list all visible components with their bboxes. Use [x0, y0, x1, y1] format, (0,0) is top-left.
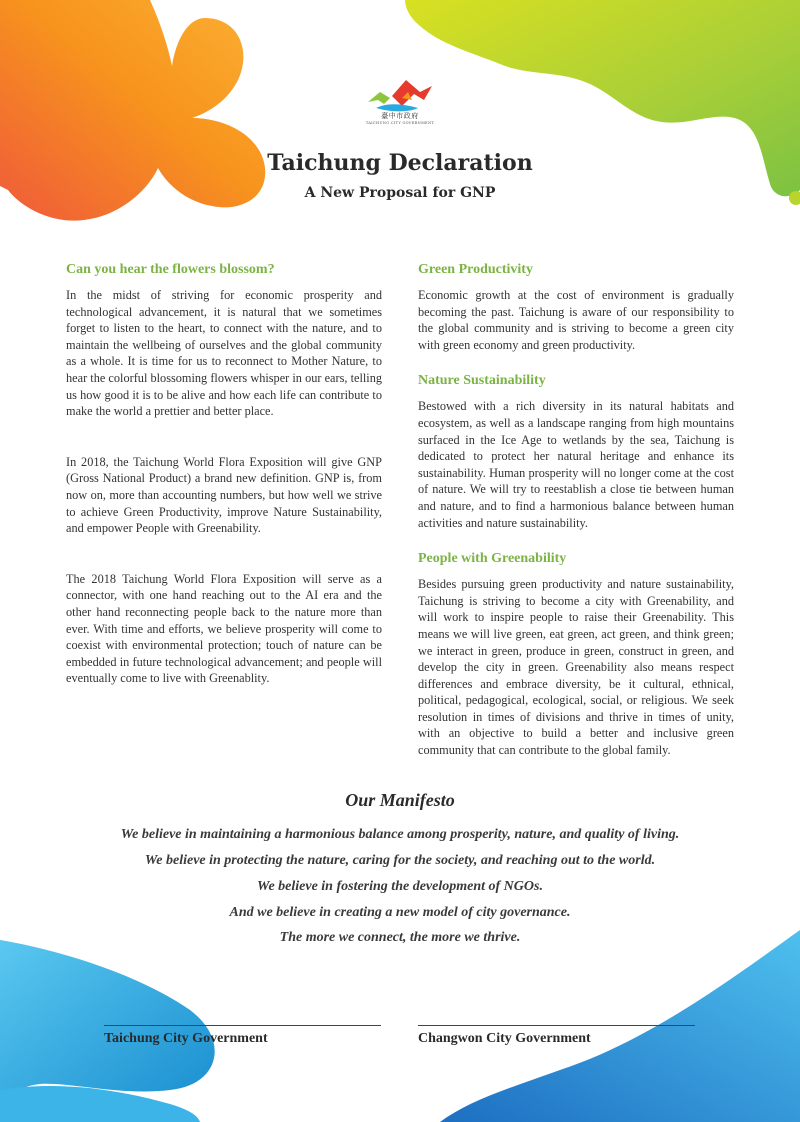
paragraph-connector: The 2018 Taichung World Flora Exposition will serve as a connector, with one hand reaching out to the AI era and the other hand reconnecting people back to the nature more than ever. With time and efforts, we believe prosperity will come to coexist with environmental protection; touch of nature can be embedded in future technological advancement; and people will eventually come to live with Greenablity. — [66, 571, 382, 686]
paragraph-people-greenability: Besides pursuing green productivity and nature sustainability, Taichung is striving to become a city with Greenability, and will work to inspire people to raise their Greenability. This means we will live green, eat green, act green, and think green; we interact in green, produce in green, construct in green, and develop the city in green. Greenability also means respect differences and embrace diversity, be it cultural, ethnical, political, pedagogical, ecological, social, or religious. We seek resolution in times of divisions and thrive in times of unity, with an objective to build a better and inclusive green community that can contribute to the global family. — [418, 577, 734, 758]
blue-wave-right — [440, 930, 800, 1122]
section-heading-green-productivity: Green Productivity — [418, 262, 533, 277]
section-heading-nature-sustainability: Nature Sustainability — [418, 373, 546, 389]
paragraph-nature-sustainability: Bestowed with a rich diversity in its natural habitats and ecosystem, as well as a landscape ranging from high mountains surfaced in the Ice Age to wetlands by the sea, Taichung is dedicated to protect her natural heritage and enhance its sustainability. Human prosperity will no longer come at the cost of nature. We will try to reestablish a close tie between human and nature, and to find a harmonious balance between human activities and nature sustainability. — [418, 399, 734, 530]
taichung-logo — [362, 74, 438, 132]
section-heading-people-greenability: People with Greenability — [418, 551, 567, 567]
document-subtitle: A New Proposal for GNP — [304, 185, 496, 201]
signature-line-changwon — [418, 1025, 695, 1026]
document-title: Taichung Declaration — [267, 150, 533, 176]
paragraph-gnp-definition: In 2018, the Taichung World Flora Exposition will give GNP (Gross National Product) a brand new definition. GNP is, from now on, more than accounting numbers, but how well we strive to achieve Green Productivity, improve Nature Sustainability, and empower People with Greenability. — [66, 454, 382, 536]
logo-blue-wave — [376, 104, 418, 111]
manifesto-line: The more we connect, the more we thrive. — [279, 930, 521, 945]
right-column — [418, 262, 734, 759]
manifesto-line: We believe in protecting the nature, caring for the society, and reaching out to the world. — [144, 853, 656, 868]
signature-taichung: Taichung City Government — [104, 1031, 268, 1046]
paragraph-green-productivity: Economic growth at the cost of environment is gradually becoming the past. Taichung is aware of our responsibility to the global community and is striving to become a green city with green economy and green productivity. — [418, 288, 734, 352]
logo-subtitle: TAICHUNG CITY GOVERNMENT — [365, 121, 435, 125]
manifesto-line: We believe in fostering the development of NGOs. — [257, 879, 543, 894]
section-heading-flowers: Can you hear the flowers blossom? — [66, 262, 275, 277]
paragraph-flowers: In the midst of striving for economic prosperity and technological advancement, it is natural that we sometimes forget to listen to the heart, to connect with the nature, and to maintain the wellbeing of ourselves and the global community as a whole. It is time for us to reconnect to Mother Nature, to hear the colorful blossoming flowers whisper in our ears, telling us how good it is to be alive and how each life can contribute to make the world a prettier and better place. — [66, 288, 382, 419]
manifesto-line: And we believe in creating a new model of city governance. — [229, 905, 571, 920]
manifesto-line: We believe in maintaining a harmonious balance among prosperity, nature, and quality of living. — [120, 827, 680, 842]
signature-changwon: Changwon City Government — [418, 1031, 591, 1046]
blue-wave-left — [0, 940, 215, 1102]
left-column — [66, 262, 382, 687]
logo-name: 臺中市政府 — [381, 112, 419, 120]
blue-wave-left-lower — [0, 1086, 200, 1122]
logo-red-roof — [392, 80, 432, 106]
signature-line-taichung — [104, 1025, 381, 1026]
manifesto-title: Our Manifesto — [345, 790, 455, 810]
logo-green-roof — [368, 92, 390, 104]
